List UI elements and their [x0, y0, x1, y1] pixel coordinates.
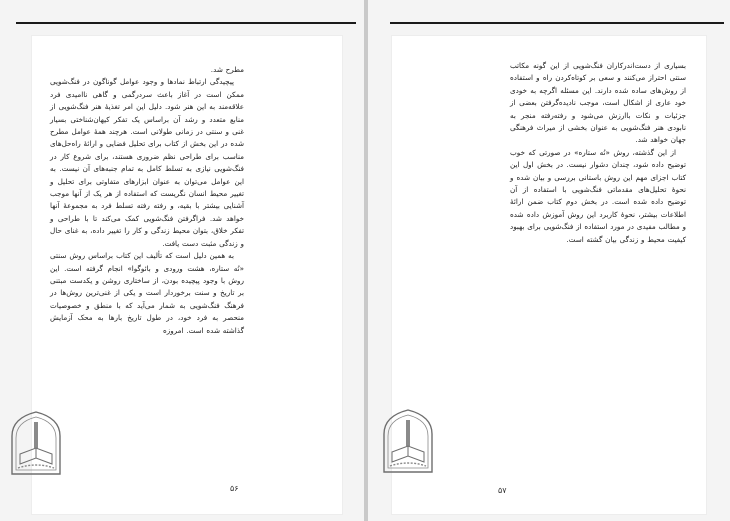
- left-paragraph-2: پیچیدگی ارتباط نمادها و وجود عوامل گوناگون در فنگ‌شویی ممکن است در آغاز باعث سردرگمی و گاهی ناامیدی فرد علاقه‌مند به این هنر شود. دلیل این امر تغذیهٔ هنر فنگ‌شویی از منابع متعدد و رشد آن براساس یک تفکر کیهان‌شناختی بسیار غنی و سنتی در زمانی طولانی است. هرچند همهٔ عوامل مطرح شده در این بخش از کتاب برای تحلیل فضایی و ارائهٔ راه‌حل‌های مناسب برای طراحی نظم ضروری هستند، برای شروع کار در فنگ‌شویی نیازی به تسلط کامل به تمام جنبه‌های آن نیست. به این عوامل می‌توان به عنوان ابزارهای متفاوتی برای تحلیل و تغییر محیط انسان نگریست که استفاده از هر یک از آنها موجب آشنایی بیشتر با بقیه، و رفته رفته تسلط فرد به مجموعهٔ آنها خواهد شد. فراگرفتن فنگ‌شویی کمک می‌کند تا با طراحی و تفکر خلاق، بتوان محیط زندگی و کار را تغییر داده، به غنای حال و زندگی مثبت دست یافت.: [50, 77, 244, 248]
- left-page-text: [50, 64, 244, 337]
- left-paragraph-3: به همین دلیل است که تألیف این کتاب براساس روش سنتی «نُه ستاره، هشت ورودی و بائوگوا» انجام گرفته است. این روش با وجود پیچیده بودن، از ساختاری روشن و یکدست مبتنی بر تاریخ و سنت برخوردار است و یکی از غنی‌ترین روش‌ها در فرهنگ فنگ‌شویی به شمار می‌آید که با منطق و خصوصیات منحصر به فرد خود، در طول تاریخ بارها به محک آزمایش گذاشته شده است. امروزه: [50, 251, 244, 335]
- page-top-rule: [16, 22, 356, 24]
- right-page-text: [510, 60, 686, 246]
- right-paragraph-1: بسیاری از دست‌اندرکاران فنگ‌شویی از این گونه مکاتب سنتی احتراز می‌کنند و سعی بر کوتاه‌کردن راه و استفاده از روش‌های ساده شده دارند. این مسئله اگرچه به خودی خود عاری از اشکال است، موجب نادیده‌گرفتن بعضی از جزئیات و نکات باارزش می‌شود و رفته‌رفته منجر به نابودی هنر فنگ‌شویی به عنوان بخشی از میراث فرهنگی جهان خواهد شد.: [510, 61, 686, 145]
- library-seal-icon: [378, 408, 438, 474]
- left-page-pane: [0, 0, 364, 521]
- left-page: [32, 36, 342, 514]
- page-top-rule: [390, 22, 724, 24]
- right-page-pane: [368, 0, 730, 521]
- left-paragraph-1: مطرح شد.: [210, 65, 244, 74]
- left-page-number: ۵۶: [230, 484, 239, 493]
- right-page: [392, 36, 706, 514]
- library-seal-icon: [6, 410, 66, 476]
- right-page-number: ۵۷: [498, 486, 507, 495]
- right-paragraph-2: از این گذشته، روش «نُه ستاره» در صورتی که خوب توضیح داده شود، چندان دشوار نیست. در بخش اول این کتاب اجزای مهم این روش باستانی بررسی و بیان شده و نحوهٔ تحلیل‌های مقدماتی فنگ‌شویی با استفاده از آن توضیح داده شده است. در بخش دوم کتاب ضمن ارائهٔ اطلاعات بیشتر، نحوهٔ کاربرد این روش آموزش داده شده و مطالب مفیدی در مورد استفاده از فنگ‌شویی برای بهبود کیفیت محیط و زندگی بیان گشته است.: [510, 147, 686, 244]
